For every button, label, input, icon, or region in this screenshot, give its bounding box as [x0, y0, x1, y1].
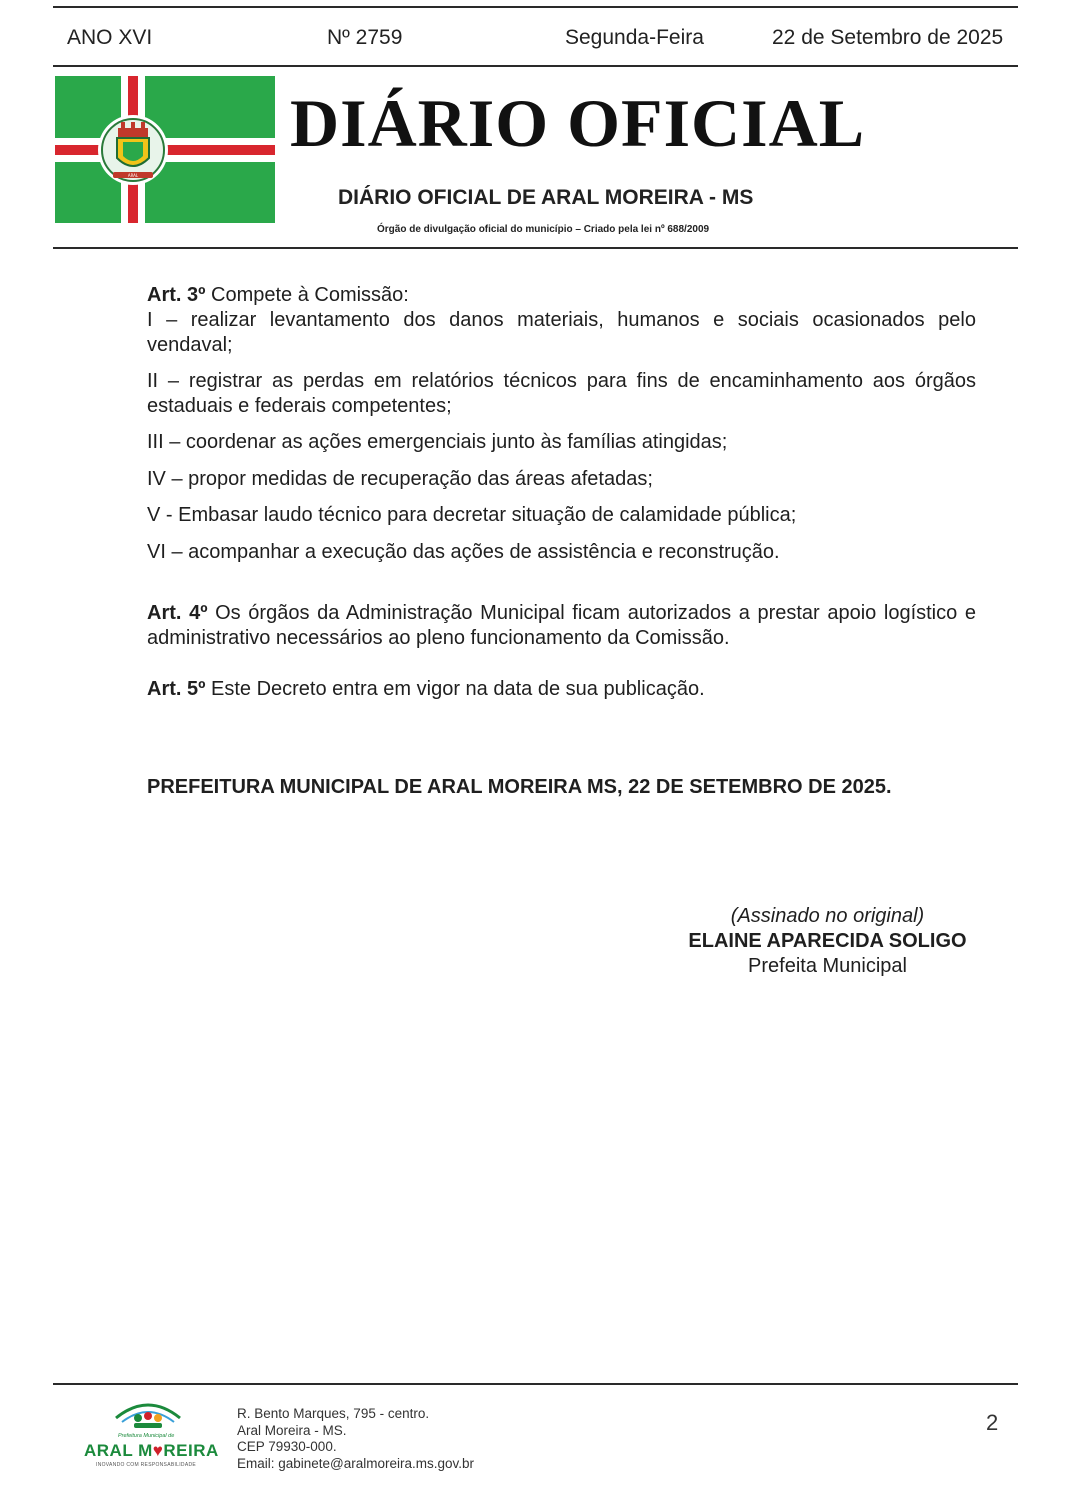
article-4 [147, 601, 976, 651]
article-3-item-2: II – registrar as perdas em relatórios técnicos para fins de encaminhamento aos órgãos estaduais e federais competentes; [147, 370, 976, 417]
article-5-text: Este Decreto entra em vigor na data de sua publicação. [211, 678, 705, 700]
prefeitura-logo-icon [108, 1396, 188, 1436]
article-3-label: Art. 3º [147, 284, 206, 306]
logo-name-part1: ARAL M [84, 1441, 153, 1460]
article-5 [147, 677, 976, 702]
header-rule-top [53, 65, 1018, 67]
signatory-title: Prefeita Municipal [748, 955, 907, 977]
article-4-text: Os órgãos da Administração Municipal ficam autorizados a prestar apoio logístico e administrativo necessários ao pleno funcionamento da Comissão. [147, 602, 976, 649]
address-line-2: Aral Moreira - MS. [237, 1422, 347, 1438]
page-number: 2 [986, 1410, 999, 1435]
logo-slogan: INOVANDO COM RESPONSABILIDADE [96, 1462, 197, 1468]
address-line-1: R. Bento Marques, 795 - centro. [237, 1406, 430, 1421]
article-5-label: Art. 5º [147, 678, 206, 700]
article-3-item-4: IV – propor medidas de recuperação das áreas afetadas; [147, 468, 653, 490]
year-label: ANO XVI [67, 26, 153, 49]
article-3-text: Compete à Comissão: [211, 284, 409, 306]
footer-email: Email: gabinete@aralmoreira.ms.gov.br [237, 1455, 475, 1471]
signature-note: (Assinado no original) [730, 905, 925, 927]
heart-icon: ♥ [152, 1441, 164, 1460]
publication-tagline: Órgão de divulgação oficial do município – Criado pela lei nº 688/2009 [377, 224, 710, 235]
article-3 [147, 283, 976, 358]
article-3-item-5: V - Embasar laudo técnico para decretar situação de calamidade pública; [147, 504, 797, 526]
article-3-item-3: III – coordenar as ações emergenciais junto às famílias atingidas; [147, 431, 728, 453]
publication-subtitle: DIÁRIO OFICIAL DE ARAL MOREIRA - MS [338, 186, 754, 209]
footer-rule [53, 1383, 1018, 1385]
logo-name [84, 1441, 219, 1461]
issue-number: Nº 2759 [327, 26, 403, 49]
header-rule-bottom [53, 247, 1018, 249]
top-rule [53, 6, 1018, 8]
logo-prefix: Prefeitura Municipal de [118, 1433, 175, 1439]
issue-date: 22 de Setembro de 2025 [772, 26, 1004, 49]
article-3-item-6: VI – acompanhar a execução das ações de assistência e reconstrução. [147, 541, 780, 563]
address-line-3: CEP 79930-000. [237, 1439, 337, 1454]
logo-name-part2: REIRA [163, 1441, 219, 1460]
article-3-item-1: I – realizar levantamento dos danos materiais, humanos e sociais ocasionados pelo vendaval; [147, 309, 976, 356]
weekday: Segunda-Feira [565, 26, 704, 49]
article-4-label: Art. 4º [147, 602, 208, 624]
signatory-name: ELAINE APARECIDA SOLIGO [688, 930, 967, 952]
municipal-flag-icon [55, 76, 275, 223]
masthead-title: DIÁRIO OFICIAL [290, 85, 866, 161]
footer-address [237, 1406, 474, 1472]
svg-text:ARAL: ARAL [127, 173, 139, 178]
closing-statement: PREFEITURA MUNICIPAL DE ARAL MOREIRA MS, 22 DE SETEMBRO DE 2025. [147, 776, 892, 798]
